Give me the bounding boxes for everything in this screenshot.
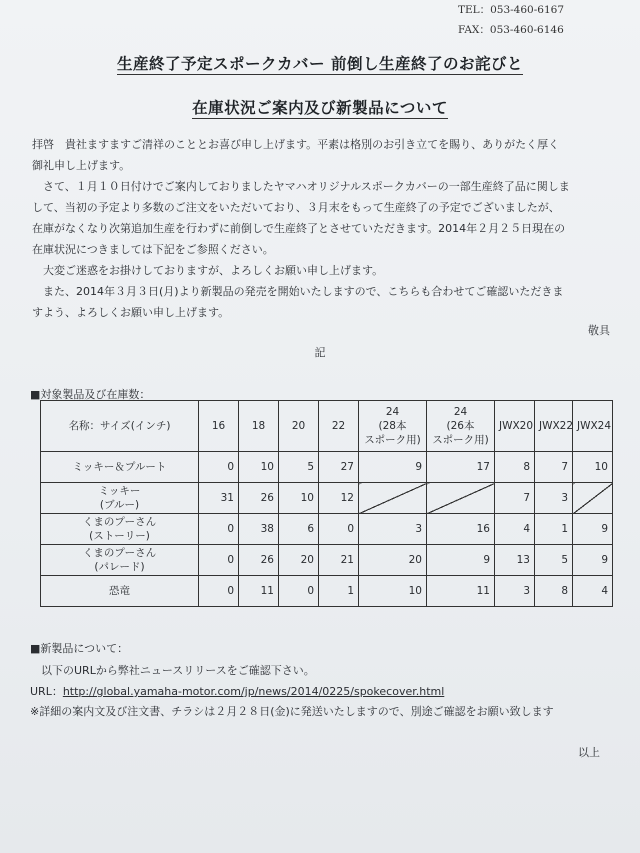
- stock-count-cell: 1: [319, 576, 359, 607]
- not-available-cell: [427, 483, 495, 514]
- stock-count-cell: 5: [535, 545, 573, 576]
- stock-count-cell: 11: [427, 576, 495, 607]
- table-row: [41, 545, 613, 576]
- url-label: URL：: [30, 685, 63, 698]
- new-product-paragraph: また、2014年３月３日(月)より新製品の発売を開始いたしますので、こちらも合わせてご確認いただきま すよう、よろしくお願い申し上げます。: [32, 285, 564, 319]
- stock-count-cell: 8: [495, 452, 535, 483]
- product-name-cell: くまのプーさん (パレード): [41, 545, 199, 576]
- not-available-cell: [359, 483, 427, 514]
- stock-count-cell: 0: [279, 576, 319, 607]
- stock-count-cell: 0: [199, 576, 239, 607]
- newproducts-section-heading: ■新製品について：: [30, 642, 129, 655]
- stock-count-cell: 12: [319, 483, 359, 514]
- url-line: [30, 681, 615, 702]
- document-title-line1: 生産終了予定スポークカバー 前倒し生産終了のお詫びと: [117, 55, 523, 73]
- stock-count-cell: 3: [535, 483, 573, 514]
- stock-count-cell: 38: [239, 514, 279, 545]
- header-col-9: JWX24: [573, 401, 613, 452]
- table-row: [41, 452, 613, 483]
- stock-count-cell: 10: [239, 452, 279, 483]
- stock-count-cell: 26: [239, 483, 279, 514]
- stock-count-cell: 6: [279, 514, 319, 545]
- product-name-cell: ミッキー (ブルー): [41, 483, 199, 514]
- stock-count-cell: 7: [535, 452, 573, 483]
- header-col-1: 16: [199, 401, 239, 452]
- stock-count-cell: 0: [199, 545, 239, 576]
- contact-info: [458, 0, 564, 40]
- table-row: [41, 514, 613, 545]
- stock-table: [40, 400, 613, 607]
- stock-count-cell: 0: [319, 514, 359, 545]
- stock-count-cell: 4: [495, 514, 535, 545]
- newproducts-intro: 以下のURLから弊社ニュースリリースをご確認下さい。: [30, 664, 315, 677]
- product-name-cell: 恐竜: [41, 576, 199, 607]
- document-title-line2: 在庫状況ご案内及び新製品について: [192, 99, 448, 117]
- stock-count-cell: 13: [495, 545, 535, 576]
- table-row: [41, 483, 613, 514]
- header-col-2: 18: [239, 401, 279, 452]
- header-col-4: 22: [319, 401, 359, 452]
- stock-count-cell: 21: [319, 545, 359, 576]
- stock-count-cell: 20: [279, 545, 319, 576]
- stock-count-cell: 0: [199, 514, 239, 545]
- stock-count-cell: 3: [359, 514, 427, 545]
- stock-count-cell: 31: [199, 483, 239, 514]
- note-line: ※詳細の案内文及び注文書、チラシは２月２８日(金)に発送いたしますので、別途ご確認をお願い致します: [30, 705, 554, 718]
- stock-count-cell: 8: [535, 576, 573, 607]
- not-available-cell: [573, 483, 613, 514]
- stock-section-heading: ■対象製品及び在庫数：: [30, 388, 151, 401]
- ki-marker: 記: [314, 346, 326, 359]
- stock-count-cell: 1: [535, 514, 573, 545]
- product-name-cell: くまのプーさん (ストーリー): [41, 514, 199, 545]
- fax-number: FAX：053-460-6146: [457, 24, 564, 36]
- stock-count-cell: 10: [573, 452, 613, 483]
- stock-count-cell: 9: [427, 545, 495, 576]
- news-release-link[interactable]: http://global.yamaha-motor.com/jp/news/2014/0225/spokecover.html: [62, 685, 445, 698]
- stock-count-cell: 9: [573, 545, 613, 576]
- ijou-closing: 以上: [578, 746, 600, 759]
- greeting-paragraph: 拝啓 貴社ますますご清祥のこととお喜び申し上げます。平素は格別のお引き立てを賜り、ありがたく厚く 御礼申し上げます。: [32, 138, 560, 172]
- apology-paragraph: 大変ご迷惑をお掛けしておりますが、よろしくお願い申し上げます。: [32, 264, 384, 277]
- header-col-8: JWX22: [535, 401, 573, 452]
- stock-count-cell: 16: [427, 514, 495, 545]
- stock-count-cell: 0: [199, 452, 239, 483]
- header-col-6: 24 (26本 スポーク用): [427, 401, 495, 452]
- stock-count-cell: 27: [319, 452, 359, 483]
- table-row: [41, 576, 613, 607]
- stock-count-cell: 9: [359, 452, 427, 483]
- header-col-7: JWX20: [495, 401, 535, 452]
- keigu-closing: 敬具: [588, 324, 610, 337]
- table-header-row: [41, 401, 613, 452]
- stock-count-cell: 3: [495, 576, 535, 607]
- stock-count-cell: 7: [495, 483, 535, 514]
- tel-number: TEL：053-460-6167: [457, 4, 564, 16]
- stock-count-cell: 26: [239, 545, 279, 576]
- stock-count-cell: 9: [573, 514, 613, 545]
- header-name-size: 名称：サイズ(インチ): [41, 401, 199, 452]
- stock-count-cell: 10: [279, 483, 319, 514]
- stock-count-cell: 4: [573, 576, 613, 607]
- product-name-cell: ミッキー＆プルート: [41, 452, 199, 483]
- stock-count-cell: 17: [427, 452, 495, 483]
- stock-count-cell: 5: [279, 452, 319, 483]
- announcement-paragraph: さて、１月１０日付けでご案内しておりましたヤマハオリジナルスポークカバーの一部生産終了品に関しま して、当初の予定より多数のご注文をいただいており、３月末をもって生産終了の予定でございましたが、 在庫がなくなり次第追加生産を行わずに前倒しで生産終了とさせていただきます。2014年２月２５日現在の 在庫状況につきましては下記をご参照ください。: [32, 180, 570, 256]
- stock-count-cell: 10: [359, 576, 427, 607]
- stock-count-cell: 11: [239, 576, 279, 607]
- header-col-3: 20: [279, 401, 319, 452]
- header-col-5: 24 (28本 スポーク用): [359, 401, 427, 452]
- stock-count-cell: 20: [359, 545, 427, 576]
